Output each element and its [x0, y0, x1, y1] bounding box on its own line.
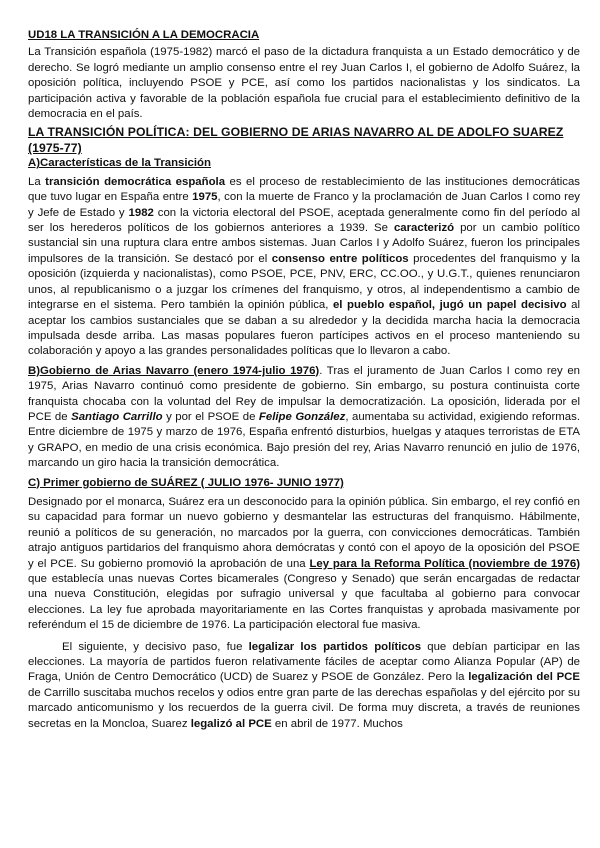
text-run: al aceptar los cambios sustanciales que se daban a su alrededor y la decidida marcha hacia la democracia impulsada desde arriba. Las masas populares fueron partícipes activos en el proceso manteniendo su colaboración y apoyo a las grandes personalidades políticas que lo llevaron a cabo.: [28, 299, 580, 358]
paragraph-suarez-1: [28, 495, 580, 634]
text-run: procedentes del franquismo y la oposición (izquierda y nacionalistas), como PSOE, PCE, PNV, ERC, CC.OO., y U.G.T., quienes renunciaron unos, al republicanismo o a juzgar los crímenes del franquismo, y otros, al independentismo a cambio de integrarse en el sistema. Pero también la opinión pública,: [28, 252, 581, 312]
text-run: Designado por el monarca, Suárez era un desconocido para la opinión pública. Sin embargo, el rey confió en su capacidad para formar un nuevo gobierno y desmantelar las estructuras del franquismo. Hábilmente, reunió a políticos de su generación, no marcados por la guerra, con convicciones democráticas. También atrajo antiguos partidarios del franquismo ahora demócratas y contó con el apoyo de la oposición del PSOE y el PCE. Su gobierno promovió la aprobación de una: [28, 495, 580, 570]
bold-term: legalizó al PCE: [190, 717, 272, 730]
text-run: que debían participar en las elecciones. La mayoría de partidos fueron relativamente fáciles de aceptar como Alianza Popular (AP) de Fraga, Unión de Centro Democrático (UCD) de Suarez y PSOE de González. Pero la: [28, 640, 580, 684]
bold-year: 1982: [128, 206, 154, 219]
page-title: UD18 LA TRANSICIÓN A LA DEMOCRACIA: [28, 29, 260, 41]
text-run: El siguiente, y decisivo paso, fue: [62, 640, 249, 653]
underlined-term: Ley para la Reforma Política (noviembre de 1976): [309, 557, 581, 570]
text-run: La: [28, 175, 46, 188]
paragraph-arias-navarro: [28, 364, 580, 472]
text-run: , con la muerte de Franco y la proclamación de Juan Carlos I como rey y Jefe de Estado y: [28, 191, 580, 219]
text-run: . Tras el juramento de Juan Carlos I como rey en 1975, Arias Navarro continuó como presidente de gobierno. Sin embargo, su postura continuista corte franquista chocaba con la voluntad del Rey de impulsar la democratización. La oposición, liderada por el PCE de: [28, 364, 580, 423]
paragraph-caracteristicas: [28, 175, 580, 360]
text-run: es el proceso de restablecimiento de las instituciones democráticas que tuvo lugar en España entre: [28, 175, 580, 204]
bold-italic-name: Santiago Carrillo: [71, 410, 163, 423]
text-run: y por el PSOE de: [162, 410, 259, 423]
text-run: con la victoria electoral del PSOE, aceptada generalmente como fin del período al ser los herederos políticos de los gobiernos anteriores a 1939. Se: [28, 206, 580, 235]
text-run: , aumentaba su actividad, exigiendo reformas. Entre diciembre de 1975 y marzo de 1976, España enfrentó disturbios, huelgas y ataques terroristas de ETA y GRAPO, en medio de una crisis económica. Bajo presión del rey, Arias Navarro renunció en julio de 1976, marcando un giro hacia la transición democrática.: [28, 410, 580, 470]
bold-italic-name: Felipe González: [258, 410, 346, 423]
text-run: por un cambio político sustancial sin una ruptura clara entre ambos sistemas. Juan Carlos I y Adolfo Suárez, fueron los principales impulsores de la transición. Se destacó por el: [28, 222, 580, 265]
bold-term: legalizar los partidos políticos: [248, 640, 422, 653]
bold-term: consenso entre políticos: [271, 252, 409, 265]
text-run: en abril de 1977. Muchos: [271, 717, 403, 730]
subsection-heading-b: B)Gobierno de Arias Navarro (enero 1974-julio 1976): [28, 364, 320, 377]
text-run: de Carrillo suscitaba muchos recelos y odios entre gran parte de las derechas españolas y del ejército por su marcado anticomunismo y los recuerdos de la guerra civil. De forma muy discreta, a través de reuniones secretas en la Moncloa, Suarez: [28, 686, 580, 730]
subsection-heading-c: C) Primer gobierno de SUÁREZ ( JULIO 1976- JUNIO 1977): [28, 476, 344, 489]
section-heading-transicion-politica: LA TRANSICIÓN POLÍTICA: DEL GOBIERNO DE ARIAS NAVARRO AL DE ADOLFO SUAREZ (1975-77): [28, 125, 564, 156]
paragraph-suarez-2: [28, 640, 580, 732]
bold-term: transición democrática española: [45, 175, 226, 188]
bold-term: el pueblo español, jugó un papel decisivo: [332, 299, 567, 312]
intro-paragraph: La Transición española (1975-1982) marcó el paso de la dictadura franquista a un Estado democrático y de derecho. Se logró mediante un amplio consenso entre el rey Juan Carlos I, el gobierno de Adolfo Suárez, la oposición política, incluyendo PSOE y PCE, así como los partidos nacionalistas y los sindicatos. La participación activa y favorable de la población española fue crucial para el establecimiento definitivo de la democracia en el país.: [28, 46, 580, 121]
text-run: que establecía unas nuevas Cortes bicamerales (Congreso y Senado) que serán encargadas de redactar una nueva Constitución, elegidas por sufragio universal y que facultaba al gobierno para convocar elecciones. La ley fue aprobada mayoritariamente en las Cortes franquistas y aprobada masivamente por referéndum el 15 de diciembre de 1976. La participación electoral fue masiva.: [28, 573, 580, 632]
subsection-heading-a: A)Características de la Transición: [28, 157, 211, 170]
bold-term: legalización del PCE: [468, 671, 580, 684]
bold-year: 1975: [192, 191, 218, 204]
bold-term: caracterizó: [393, 222, 455, 235]
